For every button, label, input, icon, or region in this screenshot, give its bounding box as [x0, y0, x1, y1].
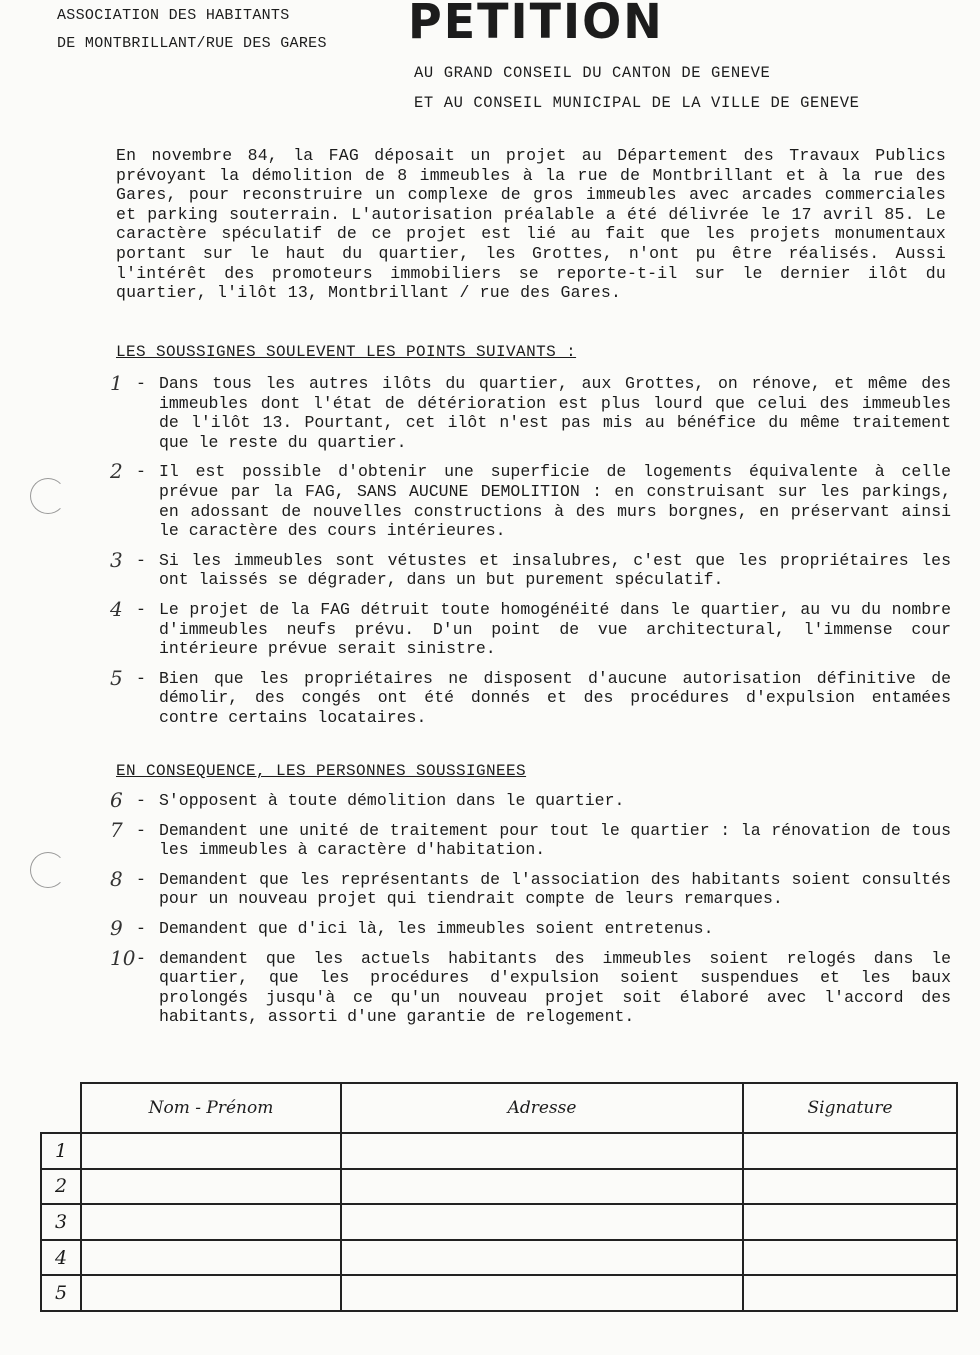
name-cell[interactable] [81, 1169, 341, 1205]
destination-line-2: ET AU CONSEIL MUNICIPAL DE LA VILLE DE GENEVE [414, 94, 860, 112]
page-title: PETITION [408, 0, 664, 50]
point-number: 9 [110, 915, 123, 940]
name-cell[interactable] [81, 1133, 341, 1169]
point-number: 4 [110, 596, 123, 621]
point-number: 2 [110, 459, 123, 484]
address-cell[interactable] [341, 1275, 743, 1311]
address-cell[interactable] [341, 1240, 743, 1276]
point-text: Demandent une unité de traitement pour tout le quartier : la rénovation de tous les immeubles à caractère d'habitation. [159, 820, 951, 860]
association-header [57, 2, 327, 58]
intro-paragraph: En novembre 84, la FAG déposait un projet au Département des Travaux Publics prévoyant la démolition de 8 immeubles à la rue de Montbrillant et à la rue des Gares, pour reconstruire un complexe de gros immeubles avec arcades commerciales et parking souterrain. L'autorisation préalable a été délivrée le 17 avril 85. Le caractère spéculatif de ce projet est lié au fait que les projets monumentaux portant sur le haut du quartier, les Grottes, n'ont pu être réalisés. Aussi l'intérêt des promoteurs immobiliers se reporte-t-il sur le dernier ilôt du quartier, l'ilôt 13, Montbrillant / rue des Gares. [116, 146, 946, 303]
point-text: Bien que les propriétaires ne disposent d'aucune autorisation définitive de démolir, des congés ont été donnés et des procédures d'expulsion entamées contre certains locataires. [159, 668, 951, 727]
destination-line-1: AU GRAND CONSEIL DU CANTON DE GENEVE [414, 64, 771, 82]
section-2-heading: EN CONSEQUENCE, LES PERSONNES SOUSSIGNEES [116, 762, 527, 780]
column-header-address: Adresse [341, 1083, 743, 1133]
point-item: 8 - Demandent que les représentants de l'association des habitants soient consultés pour un nouveau projet qui tiendrait compte de leurs remarques. [110, 866, 951, 909]
punch-hole [30, 478, 66, 514]
signature-cell[interactable] [743, 1169, 957, 1205]
point-item: 7 - Demandent une unité de traitement pour tout le quartier : la rénovation de tous les immeubles à caractère d'habitation. [110, 817, 951, 860]
point-number: 8 [110, 866, 123, 891]
point-item: 6 - S'opposent à toute démolition dans le quartier. [136, 791, 951, 811]
point-number: 1 [110, 371, 123, 395]
association-line-2: DE MONTBRILLANT/RUE DES GARES [57, 35, 327, 52]
point-item: 10 - demandent que les actuels habitants des immeubles soient relogés dans le quartier, que les procédures d'expulsion soient suspendues et les baux prolongés jusqu'à ce qu'un nouveau projet soit élaboré avec l'accord des habitants, assorti d'une garantie de relogement. [110, 945, 951, 1027]
point-text: Dans tous les autres ilôts du quartier, aux Grottes, on rénove, et même des immeubles dont l'état de détérioration est plus lourd que celui des immeubles de l'ilôt 13. Pourtant, cet ilôt n'est pas mis au bénéfice du même traitement que le reste du quartier. [159, 374, 951, 452]
table-row [41, 1204, 957, 1240]
point-number: 5 [110, 665, 123, 690]
table-row [41, 1275, 957, 1311]
point-number: 10 [110, 945, 136, 970]
point-item: 1 - Dans tous les autres ilôts du quartier, aux Grottes, on rénove, et même des immeubles dont l'état de détérioration est plus lourd que celui des immeubles de l'ilôt 13. Pourtant, cet ilôt n'est pas mis au bénéfice du même traitement que le reste du quartier. [110, 371, 951, 452]
signature-cell[interactable] [743, 1133, 957, 1169]
name-cell[interactable] [81, 1275, 341, 1311]
signature-cell[interactable] [743, 1204, 957, 1240]
point-number: 3 [110, 547, 123, 572]
point-text: S'opposent à toute démolition dans le quartier. [159, 791, 625, 810]
association-line-1: ASSOCIATION DES HABITANTS [57, 7, 290, 24]
address-cell[interactable] [341, 1133, 743, 1169]
row-number: 4 [41, 1240, 81, 1276]
row-number: 1 [41, 1133, 81, 1169]
punch-hole [30, 852, 66, 888]
address-cell[interactable] [341, 1169, 743, 1205]
column-header-signature: Signature [743, 1083, 957, 1133]
point-number: 6 [110, 788, 123, 812]
section-1-points [0, 371, 980, 728]
destination-block [414, 58, 860, 118]
point-text: Si les immeubles sont vétustes et insalubres, c'est que les propriétaires les ont laissés se dégrader, dans un but purement spéculatif. [159, 550, 951, 590]
point-text: demandent que les actuels habitants des immeubles soient relogés dans le quartier, que les procédures d'expulsion soient suspendues et les baux prolongés jusqu'à ce qu'un nouveau projet soit élaboré avec l'accord des habitants, assorti d'une garantie de relogement. [159, 948, 951, 1027]
header-corner [41, 1083, 81, 1133]
row-number: 3 [41, 1204, 81, 1240]
signature-cell[interactable] [743, 1275, 957, 1311]
point-text: Il est possible d'obtenir une superficie de logements équivalente à celle prévue par la FAG, SANS AUCUNE DEMOLITION : en construisant sur les parkings, en adossant de nouvelles constructions à des murs borgnes, en préservant ainsi le caractère des cours intérieures. [159, 462, 951, 541]
point-number: 7 [110, 817, 123, 842]
point-item: 9 - Demandent que d'ici là, les immeubles soient entretenus. [136, 919, 951, 939]
point-text: Demandent que d'ici là, les immeubles soient entretenus. [159, 918, 714, 938]
name-cell[interactable] [81, 1204, 341, 1240]
table-row [41, 1169, 957, 1205]
row-number: 2 [41, 1169, 81, 1205]
table-row [41, 1240, 957, 1276]
point-item: 4 - Le projet de la FAG détruit toute homogénéité dans le quartier, au vu du nombre d'immeubles neufs prévu. D'un point de vue architectural, l'immense cour intérieure prévue serait sinistre. [110, 596, 951, 659]
point-text: Le projet de la FAG détruit toute homogénéité dans le quartier, au vu du nombre d'immeubles neufs prévu. D'un point de vue architectural, l'immense cour intérieure prévue serait sinistre. [159, 599, 951, 659]
point-text: Demandent que les représentants de l'association des habitants soient consultés pour un nouveau projet qui tiendrait compte de leurs remarques. [159, 869, 951, 909]
signature-cell[interactable] [743, 1240, 957, 1276]
point-item: 2 - Il est possible d'obtenir une superficie de logements équivalente à celle prévue par la FAG, SANS AUCUNE DEMOLITION : en construisant sur les parkings, en adossant de nouvelles constructions à des murs borgnes, en préservant ainsi le caractère des cours intérieures. [110, 459, 951, 541]
name-cell[interactable] [81, 1240, 341, 1276]
row-number: 5 [41, 1275, 81, 1311]
point-item: 3 - Si les immeubles sont vétustes et insalubres, c'est que les propriétaires les ont laissés se dégrader, dans un but purement spéculatif. [110, 547, 951, 590]
point-item: 5 - Bien que les propriétaires ne disposent d'aucune autorisation définitive de démolir, des congés ont été donnés et des procédures d'expulsion entamées contre certains locataires. [110, 665, 951, 727]
section-1-heading: LES SOUSSIGNES SOULEVENT LES POINTS SUIVANTS : [116, 343, 577, 361]
signature-table [40, 1082, 958, 1312]
table-row [41, 1133, 957, 1169]
address-cell[interactable] [341, 1204, 743, 1240]
section-2-points [0, 788, 980, 1027]
column-header-name: Nom - Prénom [81, 1083, 341, 1133]
signature-table-header [41, 1083, 957, 1133]
